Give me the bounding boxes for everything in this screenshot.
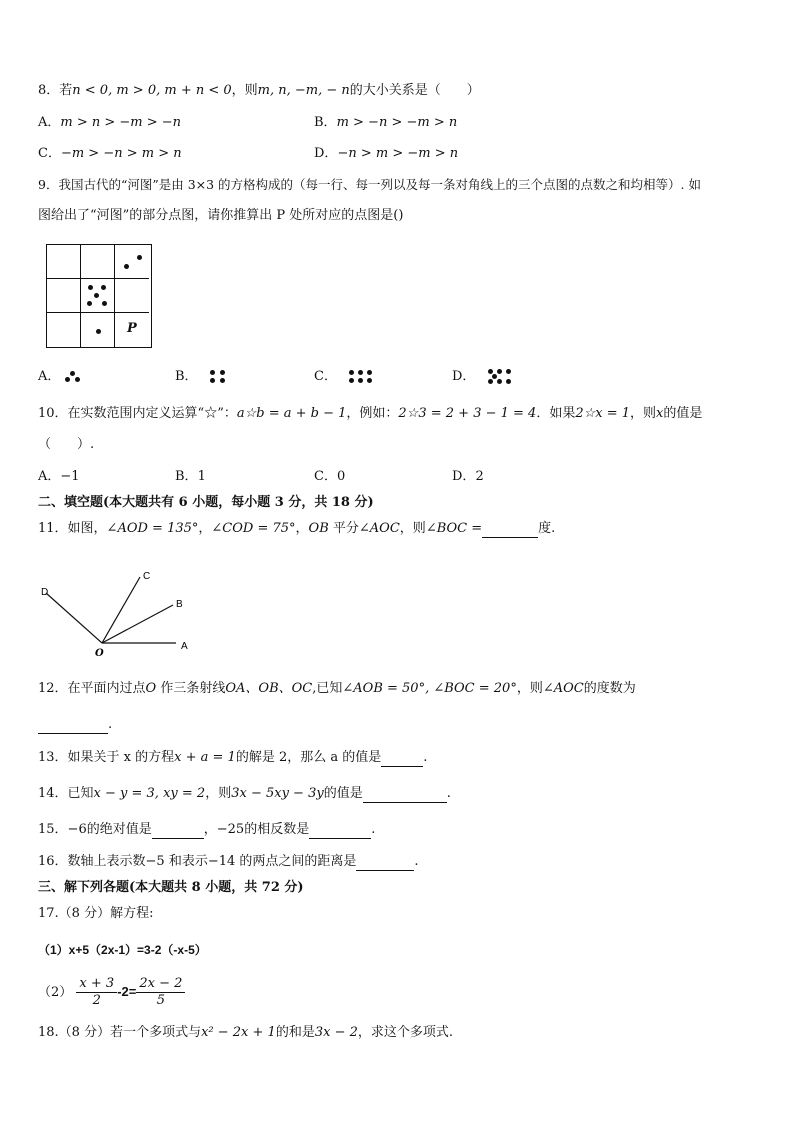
label-d: D (41, 587, 49, 598)
q16-stem: 16．数轴上表示数−5 和表示−14 的两点之间的距离是 . (38, 854, 419, 869)
section-3-heading: 三、解下列各题(本大题共 8 小题，共 72 分) (38, 880, 304, 895)
q9-option-a: A． (38, 368, 81, 386)
dot (101, 285, 106, 290)
dot (87, 301, 92, 306)
dot-pattern-6 (349, 370, 375, 384)
dot-pattern-3 (65, 371, 81, 383)
q12-answer: . (38, 716, 112, 734)
q15-stem: 15．−6的绝对值是 ，−25的相反数是 . (38, 822, 376, 837)
q10-option-b: B．1 (175, 469, 206, 484)
dot (96, 329, 101, 334)
q14-stem: 14．已知x − y = 3, xy = 2，则3x − 5xy − 3y的值是 . (38, 786, 451, 801)
q11-stem: 11．如图，∠AOD = 135°，∠COD = 75°，OB 平分∠AOC，则∠BOC = 度. (38, 521, 556, 536)
q12-stem: 12．在平面内过点O 作三条射线OA、OB、OC,已知∠AOB = 50°, ∠BOC = 20°，则∠AOC的度数为 (38, 681, 636, 696)
answer-blank[interactable] (356, 856, 414, 871)
dot (94, 293, 99, 298)
q9-option-d: D． (452, 368, 514, 386)
q9-stem-line1: 9．我国古代的“河图”是由 3×3 的方格构成的（每一行、每一列以及每一条对角线上的三个点图的点数之和均相等）. 如 (38, 177, 702, 192)
q8-condition: n < 0, m > 0, m + n < 0 (72, 83, 232, 98)
answer-blank[interactable] (363, 788, 447, 803)
dot (124, 264, 129, 269)
grid-cell (47, 279, 81, 313)
angle-figure (36, 565, 196, 660)
answer-blank[interactable] (38, 719, 108, 734)
answer-blank[interactable] (309, 824, 371, 839)
q9-option-c: C． (314, 368, 375, 386)
answer-blank[interactable] (152, 824, 204, 839)
dot-pattern-4 (210, 370, 228, 384)
p-label: P (127, 321, 137, 336)
q9-option-b: B． (175, 368, 228, 386)
q13-stem: 13．如果关于 x 的方程x + a = 1的解是 2，那么 a 的值是 . (38, 750, 428, 765)
answer-blank[interactable] (381, 752, 423, 767)
grid-cell (81, 313, 115, 347)
grid-cell (47, 313, 81, 347)
dot (137, 255, 142, 260)
q9-stem-line2: 图给出了“河图”的部分点图，请你推算出 P 处所对应的点图是() (38, 208, 404, 223)
q10-stem: 10．在实数范围内定义运算“☆”：a☆b = a + b − 1，例如：2☆3 = 2 + 3 − 1 = 4．如果2☆x = 1，则x的值是 (38, 406, 703, 421)
q10-paren: （ ）. (38, 437, 95, 452)
label-o: O (95, 648, 104, 659)
hetu-grid (46, 244, 152, 348)
answer-blank[interactable] (482, 523, 538, 538)
q10-option-c: C．0 (314, 469, 346, 484)
q8-suffix: 的大小关系是（ ） (349, 83, 480, 98)
grid-cell (115, 279, 149, 313)
dot (102, 301, 107, 306)
q10-option-d: D．2 (452, 469, 484, 484)
q8-stem (38, 82, 480, 100)
q17-part1: （1）x+5（2x-1）=3-2（-x-5） (38, 943, 207, 957)
dot-pattern-7 (488, 369, 514, 385)
grid-cell (81, 245, 115, 279)
grid-cell-p (115, 313, 149, 347)
q8-option-d: D．−n > m > −m > n (314, 146, 459, 161)
grid-cell (47, 245, 81, 279)
dot (88, 285, 93, 290)
fraction-2: $\frac{2x - 2}{5}$ (136, 976, 185, 1009)
q8-mid: ，则 (231, 83, 258, 98)
section-2-heading: 二、填空题(本大题共有 6 小题，每小题 3 分，共 18 分) (38, 495, 374, 510)
q8-option-a: A．m > n > −m > −n (38, 115, 182, 130)
q17-part2: （2） $\frac{x + 3}{2}$ -2= $\frac{2x - 2}{5}$ (38, 972, 185, 1012)
ray-od (46, 593, 102, 643)
fraction-1: $\frac{x + 3}{2}$ (76, 976, 117, 1009)
q18-stem: 18.（8 分）若一个多项式与x² − 2x + 1的和是3x − 2，求这个多项式. (38, 1025, 453, 1040)
label-a: A (181, 641, 188, 652)
grid-cell (115, 245, 149, 279)
q17-title: 17.（8 分）解方程: (38, 906, 154, 921)
label-b: B (176, 599, 183, 610)
grid-cell (81, 279, 115, 313)
q8-terms: m, n, −m, − n (257, 83, 350, 98)
label-c: C (143, 571, 151, 582)
q8-option-c: C．−m > −n > m > n (38, 146, 182, 161)
q8-option-b: B．m > −n > −m > n (314, 115, 458, 130)
q10-option-a: A．−1 (38, 469, 80, 484)
q8-prefix: 8．若 (38, 83, 73, 98)
